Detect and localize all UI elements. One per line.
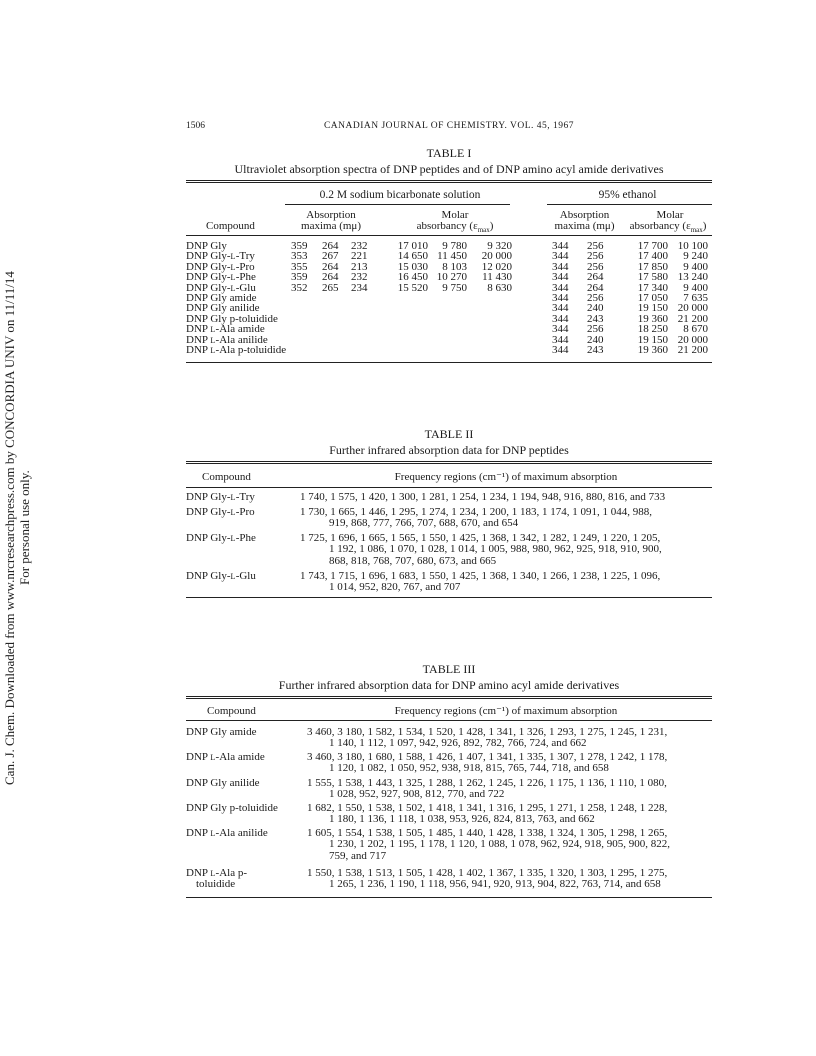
table3-compound-cell-cont: toluidide — [196, 878, 236, 891]
table1-bic-molar-cell: 10 270 — [436, 271, 467, 284]
table3-frequency-line: 1 682, 1 550, 1 538, 1 502, 1 418, 1 341, 1 316, 1 295, 1 271, 1 258, 1 248, 1 228, — [307, 802, 668, 814]
table1-group-bicarbonate: 0.2 M sodium bicarbonate solution — [319, 189, 481, 201]
table1-compound-cell: DNP Gly-L-Phe — [186, 271, 256, 284]
table2-frequency-line: 1 014, 952, 820, 767, and 707 — [329, 581, 461, 594]
table1-eth-molar-cell: 7 635 — [683, 292, 708, 304]
table1-eth-abs-cell: 256 — [587, 323, 604, 336]
table1-eth-abs-cell: 344 — [552, 312, 569, 325]
table3-compound-cell: DNP Gly anilide — [186, 777, 260, 789]
table1-eth-molar-cell: 21 200 — [677, 344, 708, 356]
table1-abs-header-2: maxima (mμ) — [301, 220, 361, 232]
table1-eth-abs-cell: 344 — [552, 333, 569, 346]
table1-eth-molar-cell: 17 340 — [637, 281, 668, 294]
table1-eth-abs-cell: 243 — [587, 344, 604, 356]
table1-eth-abs-cell: 240 — [587, 302, 604, 315]
table1-eth-molar-cell: 19 360 — [637, 312, 668, 325]
table2-top-rule-2 — [186, 463, 712, 464]
table2-frequency-line: 1 730, 1 665, 1 446, 1 295, 1 274, 1 234, 1 200, 1 183, 1 174, 1 091, 1 044, 988, — [300, 506, 652, 518]
table1-bic-abs-cell: 359 — [291, 240, 308, 252]
table2-frequency-line: 919, 868, 777, 766, 707, 688, 670, and 654 — [329, 517, 519, 530]
table3-title: TABLE III — [422, 662, 476, 676]
table1-eth-abs-cell: 240 — [587, 333, 604, 346]
table2-compound-cell: DNP Gly-L-Pro — [186, 506, 255, 518]
table3-frequency-line: 3 460, 3 180, 1 582, 1 534, 1 520, 1 428, 1 341, 1 326, 1 293, 1 275, 1 245, 1 231, — [307, 726, 668, 738]
table3-compound-cell: DNP L-Ala anilide — [186, 827, 268, 839]
table1-eth-abs-header-1: Absorption — [559, 209, 610, 221]
table2-bottom-rule — [186, 597, 712, 598]
table3-frequency-line: 1 605, 1 554, 1 538, 1 505, 1 485, 1 440, 1 428, 1 338, 1 324, 1 305, 1 298, 1 265, — [307, 827, 668, 839]
table1-eth-molar-cell: 20 000 — [677, 333, 708, 346]
table2-frequency-line: 1 740, 1 575, 1 420, 1 300, 1 281, 1 254, 1 234, 1 194, 948, 916, 880, 816, and 733 — [300, 491, 666, 503]
table2-frequency-header: Frequency regions (cm⁻¹) of maximum absorption — [394, 471, 618, 483]
table3-compound-header: Compound — [207, 705, 256, 717]
table1-eth-molar-cell: 9 400 — [683, 281, 708, 294]
table3-frequency-line: 1 550, 1 538, 1 513, 1 505, 1 428, 1 402, 1 367, 1 335, 1 320, 1 303, 1 295, 1 275, — [307, 867, 668, 879]
table1-eth-molar-cell: 19 150 — [637, 302, 668, 315]
table1-bic-molar-cell: 16 450 — [397, 271, 428, 284]
table1-eth-abs-cell: 344 — [552, 302, 569, 315]
table1-bic-molar-cell: 9 320 — [487, 240, 512, 252]
table1-eth-abs-cell: 344 — [552, 323, 569, 336]
table1-eth-abs-cell: 344 — [552, 250, 569, 263]
table1-bic-abs-cell: 234 — [351, 281, 368, 294]
table2-compound-cell: DNP Gly-L-Phe — [186, 532, 256, 544]
table1-bic-molar-cell: 14 650 — [397, 250, 428, 263]
table1-eth-molar-cell: 17 580 — [637, 271, 668, 284]
table1-compound-cell: DNP L-Ala anilide — [186, 333, 268, 346]
table3-frequency-line: 1 555, 1 538, 1 443, 1 325, 1 288, 1 262, 1 245, 1 226, 1 175, 1 136, 1 110, 1 080, — [307, 777, 667, 789]
table1-bic-abs-cell: 265 — [322, 281, 339, 294]
table2-compound-header: Compound — [202, 471, 251, 483]
table3-caption: Further infrared absorption data for DNP amino acyl amide derivatives — [278, 678, 620, 692]
table1-molar-header-2: absorbancy $(\varepsilon_{max})$ — [416, 220, 494, 235]
table1-bic-molar-cell: 15 520 — [397, 281, 428, 294]
table1-eth-molar-cell: 20 000 — [677, 302, 708, 315]
table3-frequency-line: 1 265, 1 236, 1 190, 1 118, 956, 941, 920, 913, 904, 822, 763, 714, and 658 — [329, 878, 661, 891]
table2-frequency-line: 1 725, 1 696, 1 665, 1 565, 1 550, 1 425, 1 368, 1 342, 1 282, 1 249, 1 220, 1 205, — [300, 532, 661, 544]
table1-bic-abs-cell: 264 — [322, 240, 339, 252]
table1-compound-cell: DNP L-Ala amide — [186, 323, 265, 336]
table1-bic-molar-cell: 20 000 — [481, 250, 512, 263]
table1-abs-header-1: Absorption — [306, 209, 356, 221]
table1-eth-abs-cell: 344 — [552, 240, 569, 252]
table3-compound-cell: DNP L-Ala p- — [186, 867, 248, 879]
table2-top-rule — [186, 461, 712, 462]
table1-eth-abs-cell: 243 — [587, 312, 604, 325]
table1-bic-abs-cell: 355 — [291, 260, 308, 273]
table1-eth-abs-cell: 344 — [552, 292, 569, 304]
table1-eth-molar-cell: 17 700 — [637, 240, 668, 252]
journal-header: CANADIAN JOURNAL OF CHEMISTRY. VOL. 45, 1967 — [323, 121, 575, 131]
table2-title: TABLE II — [424, 427, 474, 441]
table1-eth-molar-header-2: absorbancy $(\varepsilon_{max})$ — [629, 220, 707, 235]
table1-compound-header: Compound — [206, 220, 255, 232]
table1-bic-abs-cell: 232 — [351, 240, 368, 252]
table1-caption: Ultraviolet absorption spectra of DNP peptides and of DNP amino acyl amide derivatives — [234, 162, 664, 176]
table3-top-rule-2 — [186, 698, 712, 699]
table1-eth-molar-cell: 9 400 — [683, 260, 708, 273]
table1-bic-abs-cell: 232 — [351, 271, 368, 284]
table1-eth-abs-cell: 344 — [552, 260, 569, 273]
table3-compound-cell: DNP Gly p-toluidide — [186, 802, 278, 814]
table1-eth-molar-cell: 17 850 — [637, 260, 668, 273]
table1-eth-abs-cell: 344 — [552, 271, 569, 284]
table1-eth-abs-header-2: maxima (mμ) — [554, 220, 615, 232]
table1-eth-molar-header-1: Molar — [656, 209, 684, 221]
table1-compound-cell: DNP Gly p-toluidide — [186, 312, 278, 325]
table1-top-rule-2 — [186, 182, 712, 183]
table2-frequency-line: 868, 818, 768, 707, 680, 673, and 665 — [329, 554, 497, 567]
table3-frequency-header: Frequency regions (cm⁻¹) of maximum absorption — [394, 705, 618, 717]
table2-frequency-line: 1 743, 1 715, 1 696, 1 683, 1 550, 1 425, 1 368, 1 340, 1 266, 1 238, 1 225, 1 096, — [300, 570, 661, 582]
table1-compound-cell: DNP Gly-L-Try — [186, 250, 255, 263]
table1-bic-abs-cell: 264 — [322, 260, 339, 273]
table1-eth-molar-cell: 8 670 — [683, 323, 708, 336]
table3-bottom-rule — [186, 897, 712, 898]
table1-bic-molar-cell: 12 020 — [481, 260, 512, 273]
download-notice: Can. J. Chem. Downloaded from www.nrcresearchpress.com by CONCORDIA UNIV on 11/11/14 — [2, 271, 17, 785]
table1-molar-header-1: Molar — [441, 209, 469, 221]
table1-group-rule-1 — [285, 204, 510, 205]
table2-frequency-line: 1 192, 1 086, 1 070, 1 028, 1 014, 1 005, 988, 980, 962, 925, 918, 910, 900, — [329, 543, 662, 556]
table2-compound-cell: DNP Gly-L-Try — [186, 491, 255, 503]
table1-eth-molar-cell: 19 360 — [637, 344, 668, 356]
personal-use-notice: For personal use only. — [17, 470, 32, 586]
table1-eth-abs-cell: 256 — [587, 292, 604, 304]
table1-eth-abs-cell: 344 — [552, 281, 569, 294]
table1-group-ethanol: 95% ethanol — [598, 189, 657, 201]
table1-bic-molar-cell: 8 103 — [442, 260, 467, 273]
table3-frequency-line: 3 460, 3 180, 1 680, 1 588, 1 426, 1 407, 1 341, 1 335, 1 307, 1 278, 1 242, 1 178, — [307, 751, 668, 763]
table1-eth-abs-cell: 264 — [587, 281, 604, 294]
table1-compound-cell: DNP Gly anilide — [186, 302, 260, 315]
table3-frequency-line: 1 028, 952, 927, 908, 812, 770, and 722 — [329, 788, 505, 801]
table1-bic-abs-cell: 267 — [322, 250, 339, 263]
table1-bic-molar-cell: 9 780 — [442, 240, 467, 252]
table1-bic-molar-cell: 9 750 — [442, 281, 467, 294]
table1-compound-cell: DNP Gly amide — [186, 292, 257, 304]
table1-header-rule — [186, 235, 712, 236]
table1-eth-abs-cell: 256 — [587, 240, 604, 252]
table3-compound-cell: DNP L-Ala amide — [186, 751, 265, 763]
table1-eth-abs-cell: 256 — [587, 250, 604, 263]
table3-frequency-line: 1 230, 1 202, 1 195, 1 178, 1 120, 1 088, 1 078, 962, 924, 918, 905, 900, 822, — [329, 838, 670, 851]
table1-bic-abs-cell: 213 — [351, 260, 368, 273]
table1-eth-molar-cell: 19 150 — [637, 333, 668, 346]
table1-eth-abs-cell: 264 — [587, 271, 604, 284]
table1-compound-cell: DNP L-Ala p-toluidide — [186, 344, 287, 356]
table1-eth-abs-cell: 344 — [552, 344, 569, 356]
table3-header-rule — [186, 720, 712, 721]
table2-header-rule — [186, 487, 712, 488]
table1-bic-abs-cell: 221 — [351, 250, 368, 263]
table1-group-rule-2 — [547, 204, 712, 205]
table1-title: TABLE I — [426, 146, 472, 160]
table1-compound-cell: DNP Gly-L-Glu — [186, 281, 256, 294]
table3-top-rule — [186, 696, 712, 697]
table1-bic-molar-cell: 11 430 — [482, 271, 512, 284]
table1-bottom-rule — [186, 362, 712, 363]
page-number: 1506 — [186, 121, 205, 131]
table1-bic-abs-cell: 353 — [291, 250, 308, 263]
table2-caption: Further infrared absorption data for DNP peptides — [329, 443, 569, 457]
table3-frequency-line: 1 120, 1 082, 1 050, 952, 938, 918, 815, 765, 744, 718, and 658 — [329, 762, 609, 775]
table1-bic-molar-cell: 8 630 — [487, 281, 512, 294]
table1-bic-abs-cell: 264 — [322, 271, 339, 284]
table1-top-rule — [186, 180, 712, 181]
table1-eth-molar-cell: 21 200 — [677, 312, 708, 325]
table2-compound-cell: DNP Gly-L-Glu — [186, 570, 256, 582]
table1-eth-molar-cell: 9 240 — [683, 250, 708, 263]
table1-eth-molar-cell: 17 400 — [637, 250, 668, 263]
table1-eth-molar-cell: 18 250 — [637, 323, 668, 336]
table1-compound-cell: DNP Gly-L-Pro — [186, 260, 255, 273]
table1-eth-molar-cell: 13 240 — [677, 271, 708, 284]
table1-compound-cell: DNP Gly — [186, 240, 227, 252]
table3-frequency-line: 1 180, 1 136, 1 118, 1 038, 953, 926, 824, 813, 763, and 662 — [329, 813, 595, 826]
table1-bic-abs-cell: 352 — [291, 281, 308, 294]
table1-bic-abs-cell: 359 — [291, 271, 308, 284]
table1-eth-molar-cell: 17 050 — [637, 292, 668, 304]
table3-frequency-line: 759, and 717 — [329, 849, 387, 862]
table1-bic-molar-cell: 11 450 — [437, 250, 467, 263]
table1-bic-molar-cell: 17 010 — [397, 240, 428, 252]
table3-frequency-line: 1 140, 1 112, 1 097, 942, 926, 892, 782, 766, 724, and 662 — [329, 737, 587, 750]
table1-eth-abs-cell: 256 — [587, 260, 604, 273]
table3-compound-cell: DNP Gly amide — [186, 726, 257, 738]
table1-bic-molar-cell: 15 030 — [397, 260, 428, 273]
table1-eth-molar-cell: 10 100 — [677, 240, 708, 252]
